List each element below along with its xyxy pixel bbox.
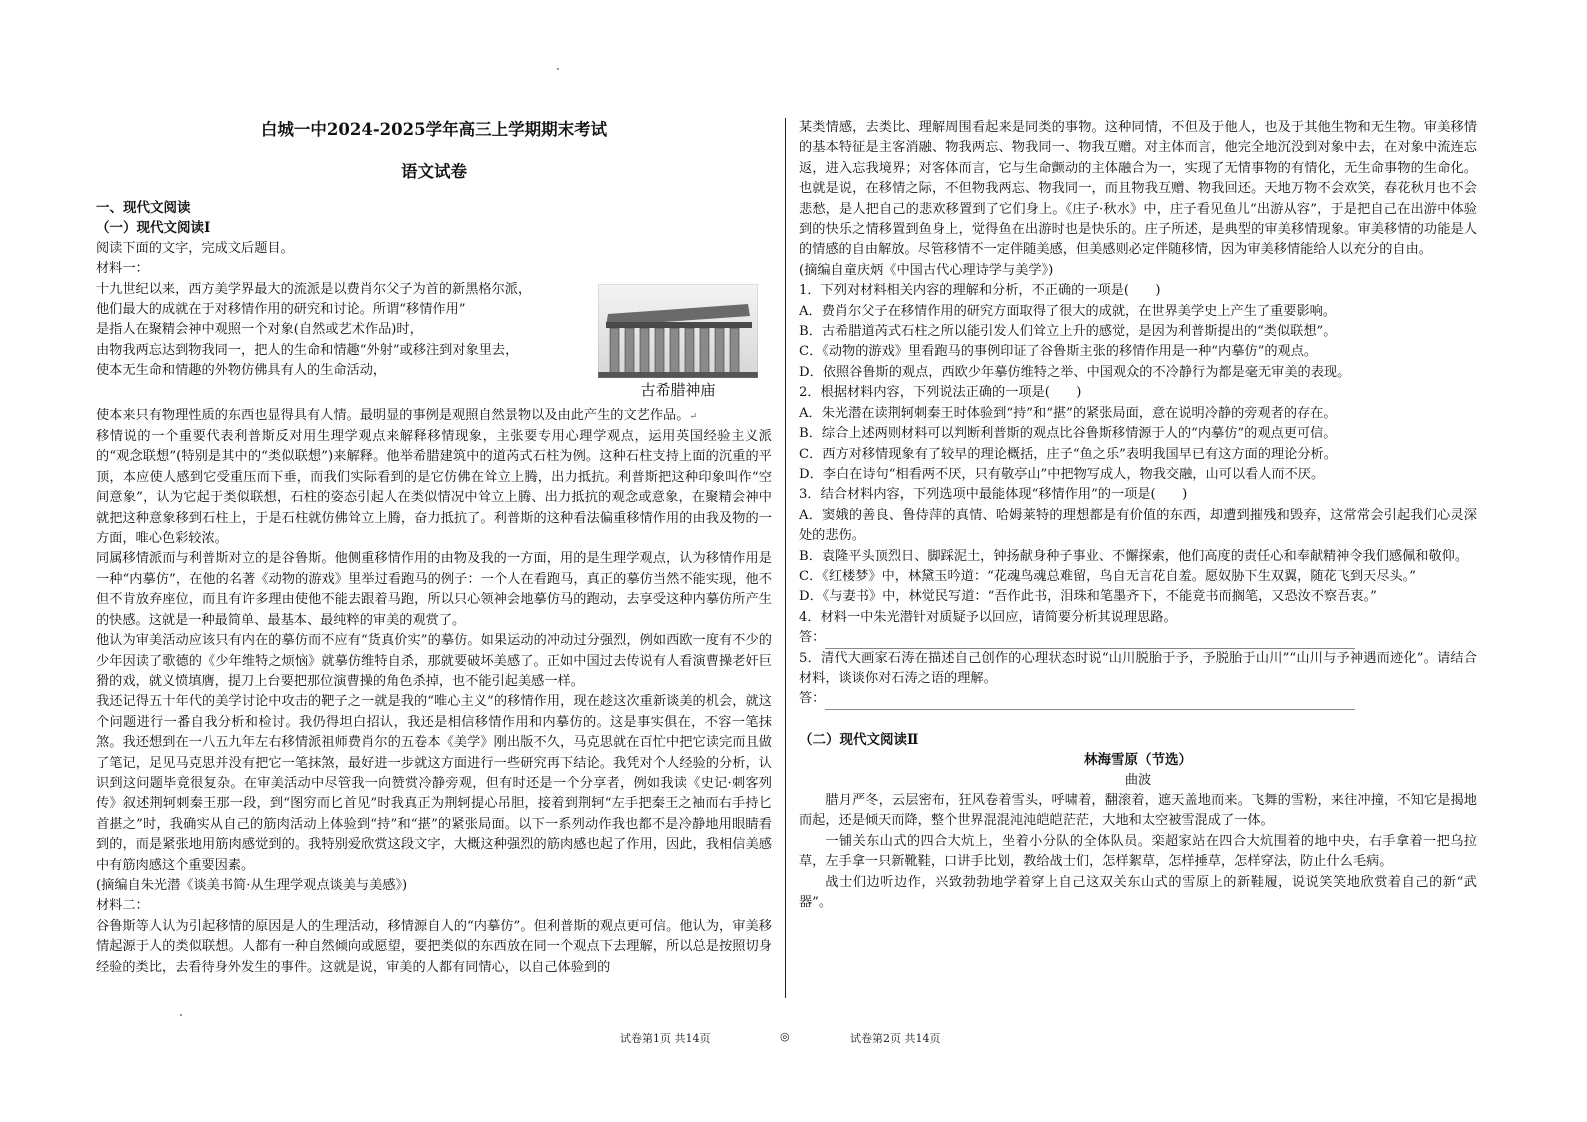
story-paragraph: 一铺关东山式的四合大炕上，坐着小分队的全体队员。栾超家站在四合大炕围着的地中央，右手拿着一把乌拉草，左手拿一只新靴鞋，口讲手比划，教给战士们，怎样絮草，怎样捶草，怎样穿法，防止什么毛病。 bbox=[799, 833, 1477, 870]
story-title: 林海雪原（节选） bbox=[1084, 752, 1192, 769]
float-text bbox=[96, 280, 566, 382]
temple-figure bbox=[598, 284, 758, 404]
float-line: 由物我两忘达到物我同一，把人的生命和情趣“外射”或移注到对象里去， bbox=[96, 342, 519, 358]
paragraph: 谷鲁斯等人认为引起移情的原因是人的生理活动，移情源自人的“内摹仿”。但利普斯的观点更可信。他认为，审美移情起源于人的类似联想。人都有一种自然倾向或愿望，要把类似的东西放在同一个观点下去理解，所以总是按照切身经验的类比，去看待身外发生的事件。这就是说，审美的人都有同情心，以自己体验到的 bbox=[96, 918, 772, 975]
float-line: 十九世纪以来，西方美学界最大的流派是以费肖尔父子为首的新黑格尔派， bbox=[96, 281, 532, 297]
material1-label: 材料一： bbox=[96, 261, 149, 277]
footer-separator-icon: ◎ bbox=[780, 1030, 790, 1043]
answer-line-4[interactable] bbox=[825, 636, 1355, 649]
column-divider bbox=[785, 118, 786, 998]
answer-row-5 bbox=[799, 689, 1477, 709]
answer-row-4 bbox=[799, 628, 1477, 648]
story-author: 曲波 bbox=[1124, 772, 1152, 788]
paragraph-text: 使本来只有物理性质的东西也显得具有人情。最明显的事例是观照自然景物以及由此产生的文艺作品。 bbox=[96, 407, 690, 423]
option-1a: A．费肖尔父子在移情作用的研究方面取得了很大的成就，在世界美学史上产生了重要影响。 bbox=[799, 303, 1337, 319]
question-2: 2．根据材料内容，下列说法正确的一项是( ) bbox=[799, 385, 1082, 401]
paragraph bbox=[96, 406, 772, 427]
paragraph: 他认为审美活动应该只有内在的摹仿而不应有“货真价实”的摹仿。如果运动的冲动过分强烈，例如西欧一度有不少的少年因读了歌德的《少年维特之烦恼》就摹仿维特自杀，那就要破坏美感了。正如中国过去传说有人看演曹操老奸巨猾的戏，就义愤填膺，提刀上台要把那位演曹操的角色杀掉，也不能引起美感一样。 bbox=[96, 633, 772, 689]
story-paragraph: 腊月严冬，云层密布，狂风卷着雪头，呼啸着，翻滚着，遮天盖地而来。飞舞的雪粉，来往冲撞，不知它是揭地而起，还是倾天而降，整个世界混混沌沌皑皑茫茫，大地和太空被雪混成了一体。 bbox=[799, 793, 1477, 829]
right-column bbox=[799, 118, 1477, 913]
option-2c: C．西方对移情现象有了较早的理论概括，庄子“鱼之乐”表明我国早已有这方面的理论分析。 bbox=[799, 446, 1337, 462]
page-number-right: 试卷第2页 共14页 bbox=[850, 1032, 941, 1045]
paragraph: 移情说的一个重要代表利普斯反对用生理学观点来解释移情现象，主张要专用心理学观点，运用英国经验主义派的“观念联想”(特别是其中的“类似联想”)来解释。他举希腊建筑中的道芮式石柱为例。这种石柱支持上面的沉重的平顶，本应使人感到它受重压而下垂，而我们实际看到的是它仿佛在耸立上腾，出力抵抗。利普斯把这种印象叫作“空间意象”，认为它起于类似联想，石柱的姿态引起人在类似情况中耸立上腾、出力抵抗的观念或意象，在聚精会神中就把这种意象移到石柱上，于是石柱就仿佛耸立上腾，奋力抵抗了。利普斯的这种看法偏重移情作用的由我及物的一方面，唯心色彩较浓。 bbox=[96, 429, 772, 547]
option-3a: A．窦娥的善良、鲁侍萍的真情、哈姆莱特的理想都是有价值的东西，却遭到摧残和毁弃，这常常会引起我们心灵深处的悲伤。 bbox=[799, 507, 1477, 544]
option-2a: A．朱光潜在读荆轲刺秦王时体验到“持”和“揕”的紧张局面，意在说明冷静的旁观者的存在。 bbox=[799, 405, 1337, 421]
option-2d: D．李白在诗句“相看两不厌，只有敬亭山”中把物写成人，物我交融，山可以看人而不厌。 bbox=[799, 466, 1325, 482]
subsection-heading-1: （一）现代文阅读I bbox=[96, 220, 211, 237]
left-column bbox=[96, 118, 772, 978]
material2-label: 材料二： bbox=[96, 898, 149, 914]
question-3: 3．结合材料内容，下列选项中最能体现“移情作用”的一项是( ) bbox=[799, 487, 1188, 503]
float-line: 是指人在聚精会神中观照一个对象(自然或艺术作品)时， bbox=[96, 322, 423, 338]
float-line: 他们最大的成就在于对移情作用的研究和讨论。所谓“移情作用” bbox=[96, 302, 466, 318]
paragraph: 我还记得五十年代的美学讨论中攻击的靶子之一就是我的“唯心主义”的移情作用，现在趁这次重新谈美的机会，就这个问题进行一番自我分析和检讨。我仍得坦白招认，我还是相信移情作用和内摹仿的。这是事实俱在，不容一笔抹煞。我还想到在一八五九年左右移情派祖师费肖尔的五卷本《美学》刚出版不久，马克思就在百忙中把它读完而且做了笔记，足见马克思并没有把它一笔抹煞，最好进一步就这方面进行一些研究再下结论。我凭对个人经验的分析，认识到这问题毕竟很复杂。在审美活动中尽管我一向赞赏冷静旁观，但有时还是一个分享者，例如我读《史记·刺客列传》叙述荆轲刺秦王那一段，到“图穷而匕首见”时我真正为荆轲提心吊胆，接着到荆轲“左手把秦王之袖而右手持匕首揕之”时，我确实从自己的筋肉活动上体验到“持”和“揕”的紧张局面。以下一系列动作我也都不是冷静地用眼睛看到的，而是紧张地用筋肉感觉到的。我特别爱欣赏这段文字，大概这种强烈的筋肉感也起了作用，因此，我相信美感中有筋肉感这个重要因素。 bbox=[96, 694, 772, 873]
paragraph: 同属移情派而与利普斯对立的是谷鲁斯。他侧重移情作用的由物及我的一方面，用的是生理学观点，认为移情作用是一种“内摹仿”，在他的名著《动物的游戏》里举过看跑马的例子：一个人在看跑马，真正的摹仿当然不能实现，他不但不肯放弃座位，而且有许多理由使他不能去跟着马跑，所以只心领神会地摹仿马的跑动，去享受这种内摹仿所产生的快感。这就是一种最简单、最基本、最纯粹的审美的观赏了。 bbox=[96, 551, 772, 628]
option-3c: C．《红楼梦》中，林黛玉吟道：“花魂鸟魂总难留，鸟自无言花自羞。愿奴胁下生双翼，随花飞到天尽头。” bbox=[799, 568, 1416, 584]
answer-line-5[interactable] bbox=[825, 697, 1355, 710]
section-heading-1: 一、现代文阅读 bbox=[96, 200, 191, 216]
option-1c: C．《动物的游戏》里看跑马的事例印证了谷鲁斯主张的移情作用是一种“内摹仿”的观点。 bbox=[799, 344, 1318, 360]
option-1b: B．古希腊道芮式石柱之所以能引发人们耸立上升的感觉，是因为利普斯提出的“类似联想”。 bbox=[799, 324, 1337, 340]
answer-label: 答： bbox=[799, 630, 826, 646]
text-with-figure bbox=[96, 280, 772, 406]
page-number-left: 试卷第1页 共14页 bbox=[620, 1032, 711, 1045]
option-1d: D．依照谷鲁斯的观点，西欧少年摹仿维特之举、中国观众的不冷静行为都是毫无审美的表现。 bbox=[799, 364, 1351, 380]
float-line: 使本无生命和情趣的外物仿佛具有人的生命活动， bbox=[96, 363, 387, 379]
exam-title: 白城一中2024-2025学年高三上学期期末考试 bbox=[260, 120, 608, 139]
paragraph: 某类情感，去类比、理解周围看起来是同类的事物。这种同情，不但及于他人，也及于其他生物和无生物。审美移情的基本特征是主客消融、物我两忘、物我同一、物我互赠。对主体而言，他完全地沉没到对象中去，在对象中流连忘返，进入忘我境界；对客体而言，它与生命颤动的主体融合为一，实现了无情事物的有情化，无生命事物的生命化。也就是说，在移情之际，不但物我两忘、物我同一，而且物我互赠、物我回还。天地万物不会欢笑，春花秋月也不会悲愁，是人把自己的悲欢移置到了它们身上。《庄子·秋水》中，庄子看见鱼儿“出游从容”，于是把自己在出游中体验到的快乐之情移置到鱼身上，觉得鱼在出游时也是快乐的。庄子所述，是典型的审美移情现象。审美移情的功能是人的情感的自由解放。尽管移情不一定伴随美感，但美感则必定伴随移情，因为审美移情能给人以充分的自由。 bbox=[799, 120, 1477, 258]
story-paragraph: 战士们边听边作，兴致勃勃地学着穿上自己这双关东山式的雪原上的新鞋履，说说笑笑地欣赏着自己的新“武器”。 bbox=[799, 874, 1477, 911]
question-1: 1．下列对材料相关内容的理解和分析，不正确的一项是( ) bbox=[799, 283, 1161, 299]
exam-subtitle: 语文试卷 bbox=[401, 162, 467, 181]
section-heading-2: （二）现代文阅读Ⅱ bbox=[799, 731, 919, 748]
return-mark-icon: ↵ bbox=[689, 411, 697, 422]
figure-caption: 古希腊神庙 bbox=[640, 380, 716, 399]
option-3d: D．《与妻书》中，林觉民写道：“吾作此书，泪珠和笔墨齐下，不能竟书而搁笔，又恐汝不察吾衷。” bbox=[799, 589, 1377, 605]
answer-label: 答： bbox=[799, 691, 826, 707]
instruction: 阅读下面的文字，完成文后题目。 bbox=[96, 240, 294, 256]
question-5: 5．清代大画家石涛在描述自己创作的心理状态时说“山川脱胎于予，予脱胎于山川”“山川与予神遇而迹化”。请结合材料，谈谈你对石涛之语的理解。 bbox=[799, 650, 1477, 686]
option-2b: B．综合上述两则材料可以判断利普斯的观点比谷鲁斯移情源于人的“内摹仿”的观点更可信。 bbox=[799, 426, 1337, 442]
scan-speck bbox=[557, 68, 559, 70]
scan-speck bbox=[180, 1014, 182, 1016]
option-3b: B．袁隆平头顶烈日、脚踩泥土，钟扬献身种子事业、不懈探索，他们高度的责任心和奉献精神令我们感佩和敬仰。 bbox=[799, 548, 1469, 564]
parthenon-photo bbox=[598, 284, 758, 378]
source-citation: (摘编自朱光潜《谈美书简·从生理学观点谈美与美感》) bbox=[96, 877, 408, 893]
question-4: 4．材料一中朱光潜针对质疑予以回应，请简要分析其说理思路。 bbox=[799, 609, 1177, 625]
source-citation: (摘编自童庆炳《中国古代心理诗学与美学》) bbox=[799, 262, 1054, 278]
